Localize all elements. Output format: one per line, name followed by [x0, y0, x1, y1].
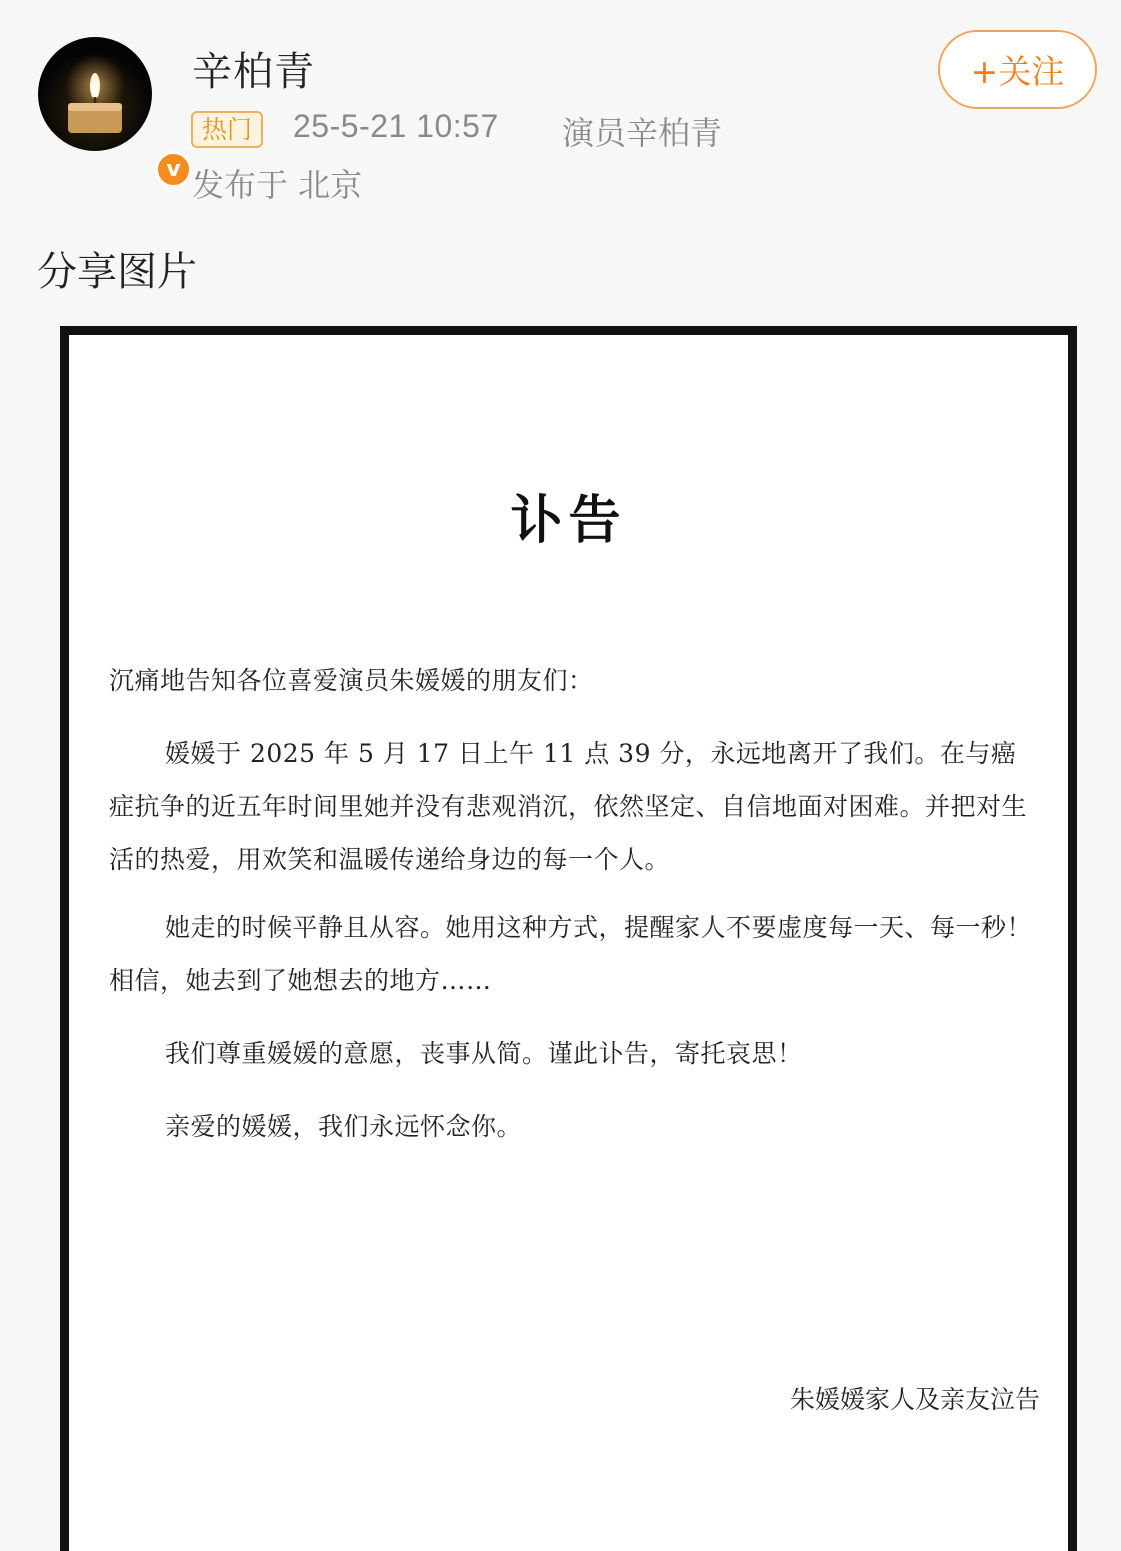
post-timestamp: 25-5-21 10:57 — [293, 108, 499, 144]
verified-v-icon: v — [155, 151, 192, 188]
username[interactable]: 辛柏青 — [192, 49, 315, 95]
obituary-image[interactable] — [60, 326, 1077, 1551]
hot-badge: 热门 — [191, 111, 263, 148]
obituary-greeting: 沉痛地告知各位喜爱演员朱媛媛的朋友们： — [109, 666, 594, 695]
obituary-paragraph: 她走的时候平静且从容。她用这种方式，提醒家人不要虚度每一天、每一秒！相信，她去到了她想去的地方…… — [109, 913, 1033, 995]
post-location: 发布于 北京 — [192, 166, 363, 204]
obituary-paragraph: 媛媛于 2025 年 5 月 17 日上午 11 点 39 分，永远地离开了我们。在与癌症抗争的近五年时间里她并没有悲观消沉，依然坚定、自信地面对困难。并把对生活的热爱，用欢笑和温暖传递给身边的每一个人。 — [109, 739, 1028, 874]
candle-icon — [38, 37, 152, 151]
obituary-paragraph: 我们尊重媛媛的意愿，丧事从简。谨此讣告，寄托哀思！ — [165, 1039, 803, 1068]
obituary-paragraph: 亲爱的媛媛，我们永远怀念你。 — [165, 1112, 523, 1141]
post-text: 分享图片 — [37, 249, 197, 295]
avatar[interactable] — [38, 37, 181, 182]
obituary-signature: 朱媛媛家人及亲友泣告 — [789, 1385, 1040, 1414]
post-source: 演员辛柏青 — [562, 114, 723, 152]
obituary-title: 讣告 — [510, 491, 627, 551]
follow-button[interactable]: +关注 — [938, 30, 1097, 109]
